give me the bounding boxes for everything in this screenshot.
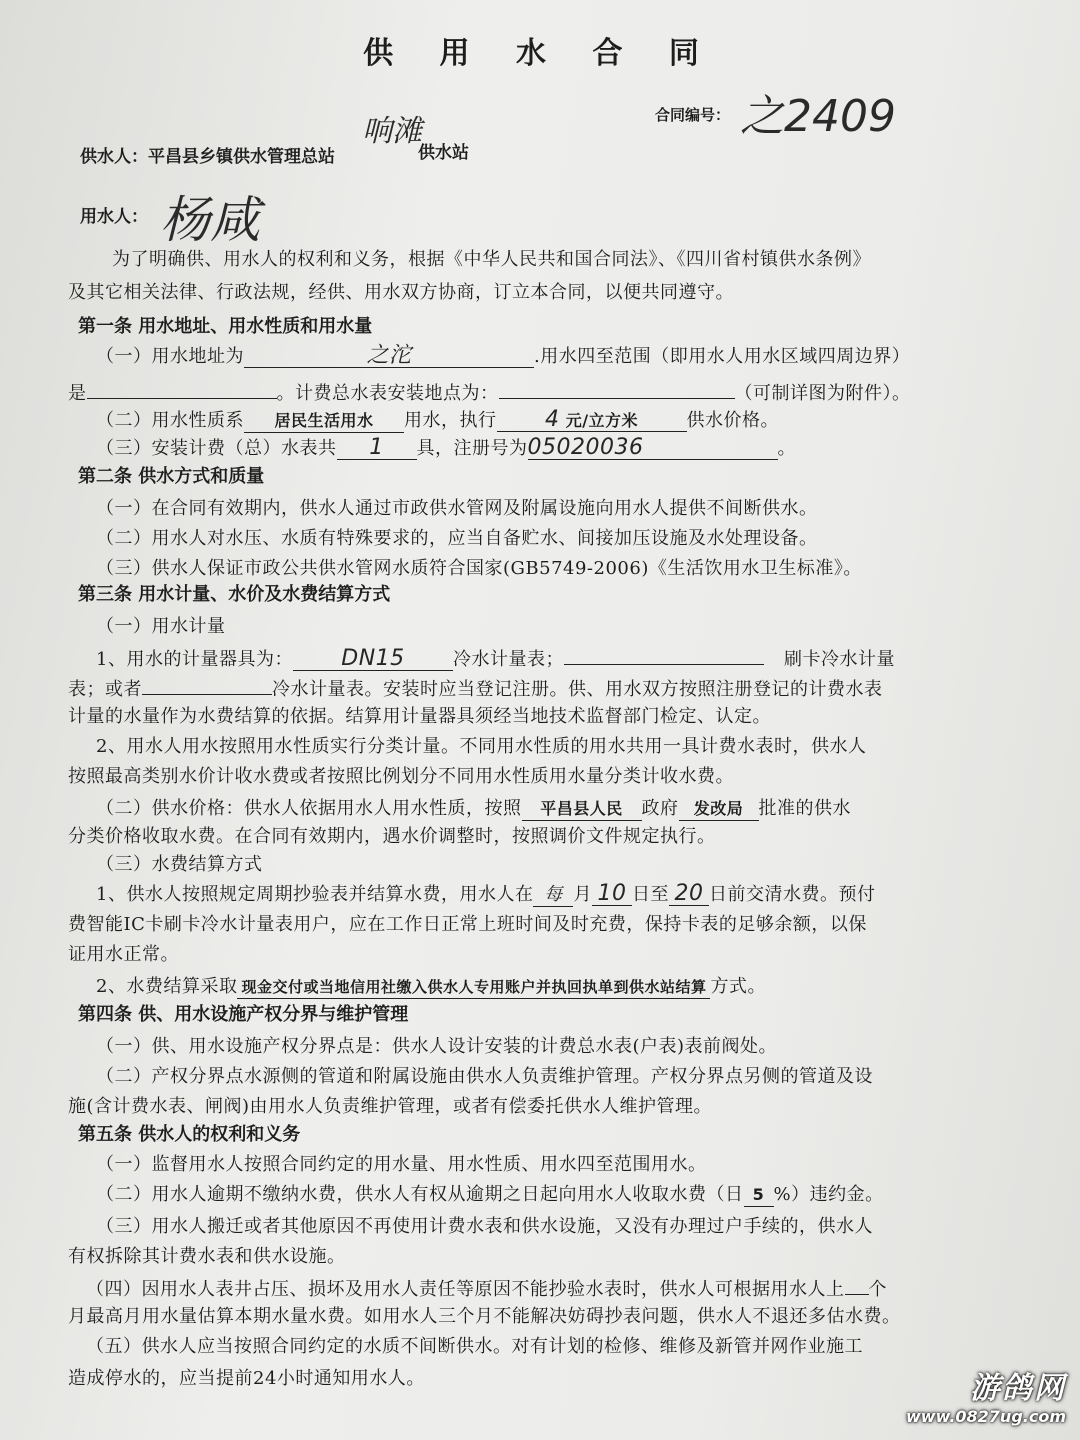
art3-m4: 2、用水人用水按照用水性质实行分类计量。不同用水性质的用水共用一具计费水表时，供水人 [96, 736, 867, 757]
art3-s1 [96, 880, 875, 907]
art4-line-1: （一）供、用水设施产权分界点是：供水人设计安装的计费总水表(户表)表前阀处。 [96, 1036, 778, 1057]
art1-l3-text-b: 用水，执行 [404, 410, 497, 431]
art3-s4 [96, 972, 766, 999]
art3-p1-text-c: 批准的供水 [758, 798, 851, 819]
art3-m1-text-c: 刷卡冷水计量 [783, 649, 895, 670]
water-nature-field: 居民生活用水 [244, 410, 404, 433]
art5-l5-text: （四）因用水人表井占压、损坏及用水人责任等原因不能抄验水表时，供水人可根据用水人上 [86, 1279, 845, 1300]
art3-m5: 按照最高类别水价计收水费或者按照比例划分不同用水性质用水量分类计收水费。 [68, 766, 734, 787]
approver-dept-field: 发改局 [679, 798, 759, 821]
water-price-field [497, 409, 687, 432]
art5-line-3: （三）用水人搬迁或者其他原因不再使用计费水表和供水设施，又没有办理过户手续的，供水人 [96, 1216, 873, 1237]
art2-item-1: （一）在合同有效期内，供水人通过市政供水管网及附属设施向用水人提供不间断供水。 [96, 498, 818, 519]
art2-item-3: （三）供水人保证市政公共供水管网水质符合国家(GB5749-2006)《生活饮用水卫生标准》。 [96, 558, 862, 579]
art5-l2-text: （二）用水人逾期不缴纳水费，供水人有权从逾期之日起向用水人收取水费（日 [96, 1184, 744, 1205]
meter-location-field [499, 376, 735, 399]
art1-line-3 [96, 406, 779, 433]
art5-line-5 [86, 1272, 887, 1301]
art3-s4-text: 2、水费结算采取 [96, 976, 238, 997]
art3-m1-text: 1、用水的计量器具为： [96, 649, 293, 670]
art1-l4-text-b: 具，注册号为 [416, 438, 528, 459]
supplier-name: 平昌县乡镇供水管理总站 [148, 147, 335, 167]
article-3-heading: 第三条 用水计量、水价及水费结算方式 [78, 584, 391, 605]
meter-count-field: 1 [337, 437, 417, 460]
months-field [845, 1272, 869, 1295]
art5-line-6: 月最高月用水量估算本期水量水费。如用水人三个月不能解决妨碍抄表问题，供水人不退还多估水费。 [68, 1306, 901, 1327]
art3-m1-text-b: 冷水计量表； [452, 649, 564, 670]
payment-end-day-field: 20 [669, 883, 709, 906]
art3-p1-text-b: 政府 [641, 798, 679, 819]
art3-s3: 证用水正常。 [68, 944, 179, 965]
preamble-line-1: 为了明确供、用水人的权利和义务，根据《中华人民共和国合同法》、《四川省村镇供水条例》 [112, 249, 871, 270]
art5-line-1: （一）监督用水人按照合同约定的用水量、用水性质、用水四至范围用水。 [96, 1154, 707, 1175]
meter-type-field-3 [142, 672, 272, 695]
art5-line-7: （五）供水人应当按照合同约定的水质不间断供水。对有计划的检修、维修及新管并网作业施工 [86, 1336, 863, 1357]
art3-s1-text-d: 日前交清水费。预付 [708, 884, 876, 905]
art5-l2-text-b: %）违约金。 [773, 1184, 884, 1205]
contract-no-label: 合同编号： [655, 106, 731, 124]
art2-item-2: （二）用水人对水压、水质有特殊要求的，应当自备贮水、间接加压设施及水处理设备。 [96, 528, 818, 549]
art1-line-2 [68, 376, 911, 405]
water-address-field: 之沱 [244, 345, 534, 368]
settlement-method-field: 现金交付或当地信用社缴入供水人专用账户并执回执单到供水站结算 [237, 976, 710, 999]
art3-s1-text-b: 月 [573, 884, 592, 905]
art1-l1-text-b: .用水四至范围（即用水人用水区域四周边界） [534, 346, 911, 367]
art1-l2-text-c: （可制详图为附件）。 [734, 383, 911, 404]
watermark-name: 游鸽网 [970, 1371, 1066, 1406]
registration-no-field: 05020036 [528, 437, 778, 460]
meter-type-field: DN15 [293, 648, 453, 671]
art3-sub-1: （一）用水计量 [96, 616, 226, 637]
art3-sub-3: （三）水费结算方式 [96, 854, 263, 875]
article-5-heading: 第五条 供水人的权利和义务 [78, 1124, 301, 1145]
water-price-unit: 元/立方米 [565, 411, 639, 430]
art1-l3-text: （二）用水性质系 [96, 410, 244, 431]
contract-no-value: 之2409 [740, 91, 896, 142]
art3-p1-text: （二）供水价格：供水人依据用水人用水性质，按照 [96, 798, 522, 819]
art5-l5-text-b: 个 [868, 1279, 887, 1300]
payment-start-day-field: 10 [592, 883, 632, 906]
article-2-heading: 第二条 供水方式和质量 [78, 466, 265, 487]
art5-line-4: 有权拆除其计费水表和供水设施。 [68, 1246, 346, 1267]
meter-type-field-2 [564, 642, 764, 665]
art3-s1-text-c: 日至 [631, 884, 669, 905]
art3-m2-text: 表；或者 [68, 679, 142, 700]
water-price-value: 4 [544, 407, 560, 432]
penalty-rate-field: 5 [744, 1184, 774, 1207]
art3-s1-text: 1、供水人按照规定周期抄验表并结算水费，用水人在 [96, 884, 534, 905]
art3-m2 [68, 672, 883, 701]
supplier-label: 供水人： [80, 147, 148, 167]
art3-p1 [96, 794, 851, 821]
site-watermark [906, 1363, 1066, 1426]
art3-p2: 分类价格收取水费。在合同有效期内，遇水价调整时，按照调价文件规定执行。 [68, 826, 716, 847]
art1-l2-text-b: 。计费总水表安装地点为： [276, 383, 499, 404]
payment-period-field: 每 [533, 884, 573, 907]
supplier-suffix: 供水站 [418, 143, 469, 163]
approver-county-field: 平昌县人民 [522, 798, 642, 821]
art3-m3: 计量的水量作为水费结算的依据。结算用计量器具须经当地技术监督部门检定、认定。 [68, 706, 771, 727]
user-handwritten: 杨咸 [160, 191, 260, 249]
art1-l1-text: （一）用水地址为 [96, 346, 244, 367]
art1-l4-text-c: 。 [777, 438, 796, 459]
preamble-line-2: 及其它相关法律、行政法规，经供、用水双方协商，订立本合同，以便共同遵守。 [68, 282, 734, 303]
art3-s4-text-b: 方式。 [710, 976, 766, 997]
boundary-field [87, 376, 277, 399]
art1-line-4 [96, 434, 796, 460]
supplier-handwritten: 响滩 [362, 114, 422, 149]
user-label: 用水人： [80, 207, 148, 227]
document-title: 供 用 水 合 同 [363, 36, 717, 71]
art4-line-3: 施(含计费水表、闸阀)由用水人负责维护管理，或者有偿委托供水人维护管理。 [68, 1096, 713, 1117]
art1-l2-text: 是 [68, 383, 87, 404]
article-4-heading: 第四条 供、用水设施产权分界与维护管理 [78, 1004, 409, 1025]
watermark-url: www.0827ug.com [906, 1407, 1066, 1426]
art5-line-2 [96, 1180, 884, 1207]
article-1-heading: 第一条 用水地址、用水性质和用水量 [78, 316, 373, 337]
art4-line-2: （二）产权分界点水源侧的管道和附属设施由供水人负责维护管理。产权分界点另侧的管道及设 [96, 1066, 873, 1087]
art3-m1 [96, 642, 895, 671]
art3-m2-text-b: 冷水计量表。安装时应当登记注册。供、用水双方按照注册登记的计费水表 [272, 679, 883, 700]
art1-line-1 [96, 342, 910, 368]
art1-l3-text-c: 供水价格。 [686, 410, 779, 431]
art1-l4-text: （三）安装计费（总）水表共 [96, 438, 337, 459]
art5-line-8: 造成停水的，应当提前24小时通知用水人。 [68, 1368, 425, 1389]
art3-s2: 费智能IC卡刷卡冷水计量表用户，应在工作日正常上班时间及时充费，保持卡表的足够余额，以保 [68, 914, 867, 935]
